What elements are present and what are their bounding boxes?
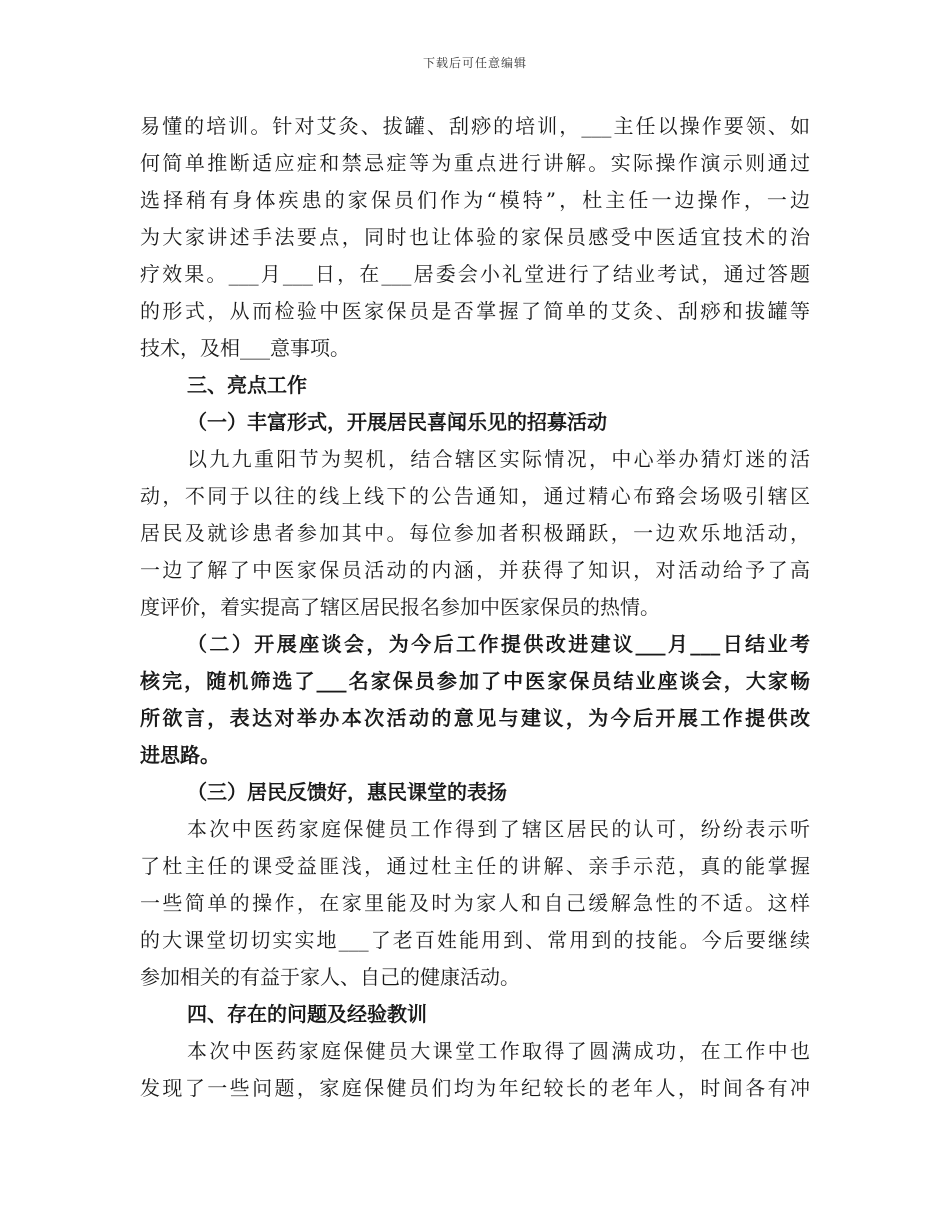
section-heading-line: （一）丰富形式，开展居民喜闻乐见的招募活动: [187, 410, 607, 434]
paragraph-line: 疗效果。___月___日，在___居委会小礼堂进行了结业考试，通过答题: [140, 262, 810, 286]
section-heading-line: 四、存在的问题及经验教训: [187, 1002, 427, 1026]
section-heading-line: 核完，随机筛选了___名家保员参加了中医家保员结业座谈会，大家畅: [140, 669, 810, 693]
paragraph-line: 居民及就诊患者参加其中。每位参加者积极踊跃，一边欢乐地活动，: [140, 521, 810, 545]
paragraph-line: 技术，及相___意事项。: [140, 336, 350, 360]
document-body: [140, 108, 810, 1107]
paragraph-line: 一些简单的操作，在家里能及时为家人和自己缓解急性的不适。这样: [140, 891, 810, 915]
paragraph-line: 本次中医药家庭保健员工作得到了辖区居民的认可，纷纷表示听: [187, 817, 810, 841]
paragraph-line: 的大课堂切切实实地___了老百姓能用到、常用到的技能。今后要继续: [140, 928, 810, 952]
paragraph-line: 参加相关的有益于家人、自己的健康活动。: [140, 965, 520, 989]
paragraph-line: 以九九重阳节为契机，结合辖区实际情况，中心举办猜灯迷的活: [187, 447, 810, 471]
paragraph-line: 何简单推断适应症和禁忌症等为重点进行讲解。实际操作演示则通过: [140, 151, 810, 175]
section-heading-line: 进思路。: [140, 743, 220, 767]
section-heading-line: （二）开展座谈会，为今后工作提供改进建议___月___日结业考: [187, 632, 810, 656]
paragraph-line: 的形式，从而检验中医家保员是否掌握了简单的艾灸、刮痧和拔罐等: [140, 299, 810, 323]
page-header: 下载后可任意编辑: [422, 56, 527, 70]
paragraph-line: 为大家讲述手法要点，同时也让体验的家保员感受中医适宜技术的治: [140, 225, 810, 249]
paragraph-line: 选择稍有身体疾患的家保员们作为“模特”，杜主任一边操作，一边: [140, 188, 810, 212]
section-heading-line: （三）居民反馈好，惠民课堂的表扬: [187, 780, 507, 804]
paragraph-line: 本次中医药家庭保健员大课堂工作取得了圆满成功，在工作中也: [187, 1039, 810, 1063]
paragraph-line: 了杜主任的课受益匪浅，通过杜主任的讲解、亲手示范，真的能掌握: [140, 854, 810, 878]
section-heading-line: 所欲言，表达对举办本次活动的意见与建议，为今后开展工作提供改: [140, 706, 810, 730]
paragraph-line: 易懂的培训。针对艾灸、拔罐、刮痧的培训，___主任以操作要领、如: [140, 114, 810, 138]
paragraph-line: 动，不同于以往的线上线下的公告通知，通过精心布臵会场吸引辖区: [140, 484, 810, 508]
section-heading-line: 三、亮点工作: [187, 373, 307, 397]
paragraph-line: 度评价，着实提高了辖区居民报名参加中医家保员的热情。: [140, 595, 660, 619]
paragraph-line: 一边了解了中医家保员活动的内涵，并获得了知识，对活动给予了高: [140, 558, 810, 582]
paragraph-line: 发现了一些问题，家庭保健员们均为年纪较长的老年人，时间各有冲: [140, 1076, 810, 1100]
